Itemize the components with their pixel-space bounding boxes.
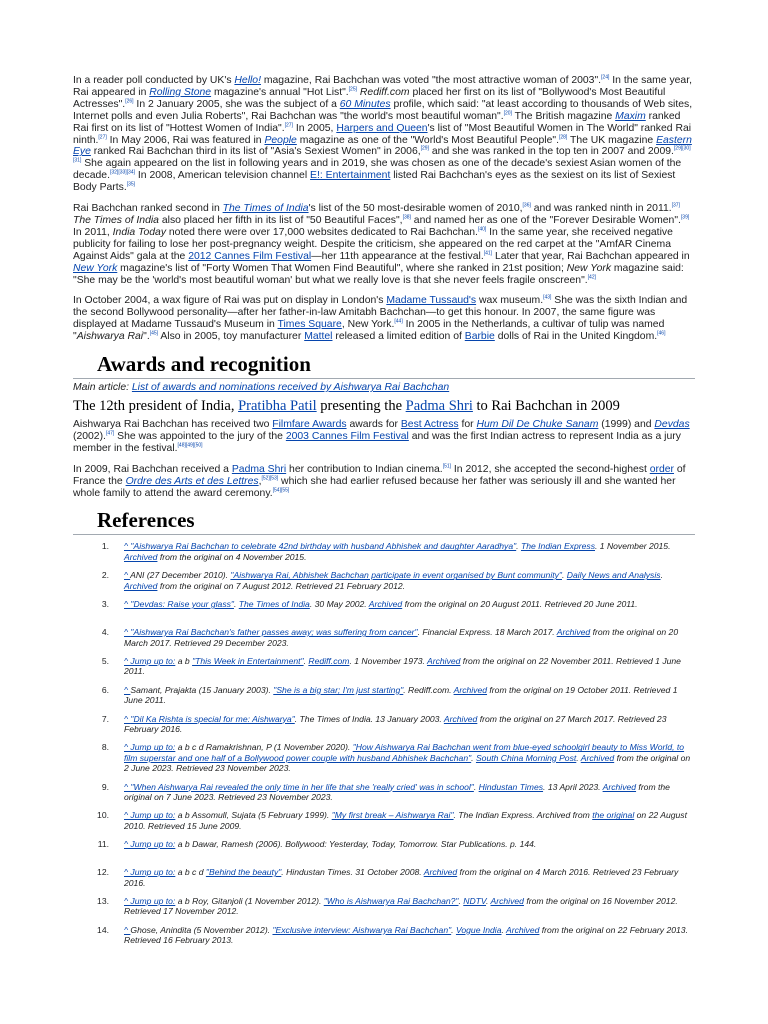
reference-text: [124, 896, 695, 917]
inline-link[interactable]: the original: [592, 810, 635, 821]
paragraph-rankings: [73, 203, 695, 286]
text-run: released a limited edition of: [332, 331, 465, 343]
reference-text: [124, 685, 695, 706]
text-run: Roy, Gitanjoli (1 November 2012).: [192, 896, 324, 906]
text-run: ,: [258, 475, 262, 487]
inline-link[interactable]: Archived: [580, 752, 615, 763]
inline-link[interactable]: "When Aishwarya Rai revealed the only time in her life that she 'really cried' was in school": [130, 781, 474, 792]
citation-link[interactable]: [26]: [125, 98, 134, 105]
citation-link[interactable]: [29]: [420, 145, 429, 152]
inline-link[interactable]: Archived: [505, 924, 540, 935]
text-run: a b: [175, 896, 193, 906]
inline-link[interactable]: ^ Jump up to:: [124, 810, 176, 821]
text-run: In 2 January 2005, she was the subject of a: [133, 98, 340, 110]
text-run: .: [233, 599, 239, 610]
text-run: . 30 May 2002.: [309, 599, 369, 610]
inline-link[interactable]: 2003 Cannes Film Festival: [285, 430, 409, 442]
text-run: magazine's list of "Forty Women That Women Find Beautiful", where she ranked in 21st position;: [117, 262, 567, 274]
citation-link[interactable]: [24]: [601, 74, 610, 81]
text-run: .: [473, 781, 479, 792]
reference-item: [73, 714, 695, 735]
citation-link[interactable]: [32][33][34]: [109, 169, 136, 176]
inline-link[interactable]: South China Morning Post: [475, 752, 577, 763]
text-run: placed her first on its list of "Bollywood's Most Beautiful Actresses".: [73, 86, 666, 110]
inline-link[interactable]: Padma Shri: [405, 398, 473, 415]
text-run: a b c d: [175, 867, 206, 878]
text-run: from the original on 4 March 2016. Retrieved 23 February 2016.: [124, 867, 679, 888]
text-run: from the original on 20 August 2011. Retrieved 20 June 2011.: [402, 599, 638, 610]
text-run: In 2009, Rai Bachchan received a: [73, 463, 232, 475]
inline-link[interactable]: Archived: [423, 867, 458, 878]
inline-link[interactable]: "Dil Ka Rishta is special for me: Aishwarya": [130, 713, 295, 724]
text-run: Rediff.com: [359, 86, 410, 98]
inline-link[interactable]: Hindustan Times: [478, 781, 544, 792]
text-run: In 2008, American television channel: [135, 170, 311, 182]
citation-link[interactable]: [44]: [394, 318, 403, 325]
inline-link[interactable]: Archived: [124, 580, 158, 591]
paragraph-wax-figure: [73, 295, 695, 343]
reference-number: 6.: [101, 684, 109, 695]
citation-link[interactable]: [27]: [284, 122, 293, 129]
reference-number: 3.: [101, 599, 109, 610]
reference-number: 10.: [97, 810, 109, 821]
text-run: Aishwarya Rai Bachchan has received two: [73, 419, 273, 431]
inline-link[interactable]: Times Square: [277, 319, 342, 331]
text-run: presenting the: [316, 398, 406, 415]
inline-link[interactable]: 2012 Cannes Film Festival: [188, 250, 312, 262]
text-run: In October 2004, a wax figure of Rai was put on display in London's: [73, 295, 387, 307]
text-run: also placed her fifth in its list of "50 Beautiful Faces",: [158, 214, 403, 226]
inline-link[interactable]: Eastern Eye: [73, 134, 692, 158]
text-run: on 22 August 2010. Retrieved 15 June 2009.: [124, 810, 687, 831]
text-run: from the original on 19 October 2011. Retrieved 1 June 2011.: [124, 684, 678, 706]
inline-link[interactable]: Maxim: [615, 110, 646, 122]
text-run: Also in 2005, toy manufacturer: [158, 331, 305, 343]
paragraph-padma-shri: [73, 464, 695, 500]
citation-link[interactable]: [39]: [680, 214, 690, 221]
inline-link[interactable]: Devdas: [654, 419, 690, 431]
text-run: of France the: [73, 463, 686, 487]
inline-link[interactable]: Filmfare Awards: [272, 419, 347, 431]
inline-link[interactable]: Best Actress: [400, 419, 459, 431]
citation-link[interactable]: [25]: [348, 86, 358, 93]
inline-link[interactable]: "Behind the beauty": [205, 867, 282, 878]
text-run: and named her as one of the "Forever Desirable Women".: [410, 214, 681, 226]
reference-item: [73, 782, 695, 803]
inline-link[interactable]: Mattel: [304, 331, 333, 343]
inline-link[interactable]: ^: [124, 924, 131, 935]
text-run: Samant, Prajakta (15 January 2003).: [130, 684, 274, 695]
inline-link[interactable]: ^: [124, 627, 131, 638]
reference-item: [73, 627, 695, 648]
text-run: and was the first Indian actress to represent India as a jury member in the festival.: [73, 430, 681, 454]
text-run: from the original on 2 June 2023. Retrieved 23 November 2023.: [124, 752, 691, 774]
text-run: . 13 April 2023.: [543, 781, 603, 792]
inline-link[interactable]: Vogue India: [455, 924, 502, 935]
text-run: In May 2006, Rai was featured in: [106, 134, 265, 146]
text-run: .: [516, 541, 521, 552]
text-run: to Rai Bachchan in 2009: [472, 398, 620, 415]
paragraph-filmfare: [73, 419, 695, 455]
text-run: . The Indian Express. Archived from: [453, 810, 593, 821]
inline-link[interactable]: The Indian Express: [520, 541, 595, 552]
text-run: Dawar, Ramesh (2006). Bollywood: Yesterday, Today, Tomorrow. Star Publications. p. 144.: [192, 839, 537, 850]
reference-number: 7.: [101, 713, 109, 724]
text-run: , New York.: [341, 319, 395, 331]
text-run: profile, which said: "at least according to thousands of Web sites, Internet polls and even Julia Roberts", Rai Bachchan was "the world's most beautiful woman".: [73, 98, 693, 122]
text-run: from the original on 7 June 2023. Retrieved 23 November 2023.: [124, 781, 670, 802]
awards-list-link[interactable]: List of awards and nominations received by Aishwarya Rai Bachchan: [131, 382, 450, 394]
inline-link[interactable]: Archived: [426, 655, 461, 666]
inline-link[interactable]: Padma Shri: [231, 463, 287, 475]
citation-link[interactable]: [46]: [657, 330, 666, 337]
reference-number: 2.: [101, 570, 109, 581]
text-run: (1999) and: [598, 419, 655, 431]
text-run: The 12th president of India,: [73, 398, 239, 415]
reference-text: [124, 782, 695, 803]
inline-link[interactable]: Archived: [556, 627, 591, 638]
text-run: . The Times of India. 13 January 2003.: [294, 713, 444, 724]
text-run: .: [471, 752, 476, 763]
reference-text: [124, 867, 695, 888]
text-run: .: [501, 924, 506, 935]
paragraph-reader-polls: [73, 75, 695, 194]
text-run: .: [486, 896, 491, 906]
reference-text: [124, 810, 695, 831]
text-run: In the same year, she received negative publicity for failing to lose her post-pregnancy weight. Despite the criticism, she appeared on the red carpet at the "AmfAR Cinema Against Aids" gala at the: [73, 226, 673, 262]
text-run: She again appeared on the list in following years and in 2019, she was chosen as one of the decade's sexiest Asian women of the decade.: [73, 158, 682, 182]
text-run: a b: [175, 839, 193, 850]
citation-link[interactable]: [42]: [587, 274, 596, 281]
awards-heading: Awards and recognition: [73, 352, 695, 379]
text-run: The Times of India: [73, 214, 159, 226]
citation-link[interactable]: [20]: [503, 110, 512, 117]
inline-link[interactable]: Daily News and Analysis: [566, 570, 661, 581]
text-run: and was ranked ninth in 2011.: [530, 203, 672, 215]
inline-link[interactable]: "Exclusive interview: Aishwarya Rai Bachchan": [272, 924, 452, 935]
inline-link[interactable]: "Aishwarya Rai Bachchan to celebrate 42nd birthday with husband Abhishek and daughter Aaradhya": [130, 541, 517, 552]
references-list: [73, 541, 695, 945]
inline-link[interactable]: ^ Jump up to:: [124, 896, 176, 906]
text-run: Assomull, Sujata (5 February 1999).: [191, 810, 332, 821]
text-run: In 2012, she accepted the second-highest: [451, 463, 650, 475]
inline-link[interactable]: Archived: [368, 599, 403, 610]
citation-link[interactable]: [28]: [558, 134, 568, 141]
reference-number: 9.: [101, 781, 109, 792]
text-run: from the original on 7 August 2012. Retrieved 21 February 2012.: [157, 580, 406, 591]
reference-text: [124, 541, 695, 562]
inline-link[interactable]: Archived: [443, 713, 478, 724]
text-run: wax museum.: [476, 295, 544, 307]
reference-text: [124, 839, 695, 849]
text-run: ranked Rai first on its list of "Hottest Women of India".: [73, 110, 681, 134]
inline-link[interactable]: ^: [124, 713, 131, 724]
text-run: for: [458, 419, 477, 431]
inline-link[interactable]: Hello!: [234, 75, 261, 86]
inline-link[interactable]: "How Aishwarya Rai Bachchan went from blue-eyed schoolgirl beauty to Miss World, to film superstar and one half of a Bollywood power couple with husband Abhishek Bachchan": [124, 742, 685, 763]
text-run: .: [576, 752, 581, 763]
text-run: magazine, Rai Bachchan was voted "the most attractive woman of 2003".: [260, 75, 602, 86]
text-run: —her 11th appearance at the festival.: [311, 250, 484, 262]
citation-link[interactable]: [40]: [477, 226, 487, 233]
text-run: a b: [175, 810, 192, 821]
inline-link[interactable]: E!: Entertainment: [310, 170, 391, 182]
inline-link[interactable]: Archived: [124, 551, 158, 562]
inline-link[interactable]: Madame Tussaud's: [386, 295, 477, 307]
text-run: from the original on 16 November 2012. Retrieved 17 November 2012.: [124, 896, 678, 917]
reference-text: [124, 714, 695, 735]
inline-link[interactable]: "Aishwarya Rai Bachchan's father passes away; was suffering from cancer": [130, 627, 418, 638]
reference-item: [73, 541, 695, 562]
inline-link[interactable]: Harpers and Queen: [336, 122, 428, 134]
inline-link[interactable]: "Who is Aishwarya Rai Bachchan?": [323, 896, 459, 906]
citation-link[interactable]: [29][30][31]: [73, 145, 691, 164]
inline-link[interactable]: ^: [124, 541, 131, 552]
reference-item: [73, 867, 695, 888]
text-run: from the original on 20 March 2017. Retrieved 29 December 2023.: [124, 627, 679, 648]
text-run: The UK magazine: [567, 134, 657, 146]
text-run: India Today: [112, 226, 167, 238]
inline-link[interactable]: People: [264, 134, 297, 146]
inline-link[interactable]: The Times of India: [238, 599, 310, 610]
text-run: . 1 November 2015.: [595, 541, 671, 552]
text-run: The British magazine: [511, 110, 616, 122]
text-run: awards for: [346, 419, 401, 431]
citation-link[interactable]: [36]: [522, 202, 531, 209]
reference-number: 14.: [97, 924, 109, 935]
text-run: a b c d: [175, 742, 206, 753]
citation-link[interactable]: [52][53]: [261, 475, 279, 482]
inline-link[interactable]: Barbie: [464, 331, 495, 343]
text-run: She was appointed to the jury of the: [114, 430, 286, 442]
inline-link[interactable]: "Devdas: Raise your glass": [130, 599, 234, 610]
inline-link[interactable]: Pratibha Patil: [238, 398, 317, 415]
citation-link[interactable]: [48][49][50]: [177, 442, 203, 449]
inline-link[interactable]: Hum Dil De Chuke Sanam: [476, 419, 599, 431]
text-run: magazine's annual "Hot List".: [211, 86, 349, 98]
text-run: ANI (27 December 2010).: [130, 570, 231, 581]
inline-link[interactable]: Archived: [490, 896, 524, 906]
reference-item: [73, 685, 695, 706]
citation-link[interactable]: [43]: [543, 294, 552, 301]
citation-link[interactable]: [54][55]: [272, 487, 290, 494]
text-run: from the original on 4 November 2015.: [157, 551, 307, 562]
text-run: Ramakrishnan, P (1 November 2020).: [205, 742, 353, 753]
inline-link[interactable]: Archived: [602, 781, 637, 792]
inline-link[interactable]: order: [649, 463, 675, 475]
inline-link[interactable]: ^ Jump up to:: [124, 655, 176, 666]
reference-item: [73, 570, 695, 591]
text-run: magazine said: "She may be the 'world's most beautiful woman' but what we really love is that she never feels fragile onscreen".: [73, 262, 684, 286]
inline-link[interactable]: Ordre des Arts et des Lettres: [125, 475, 259, 487]
text-run: . 1 November 1973.: [349, 655, 427, 666]
text-run: .: [660, 570, 663, 581]
reference-number: 8.: [101, 742, 109, 753]
reference-text: [124, 925, 695, 946]
text-run: In 2005 in the Netherlands, a cultivar of tulip was named ": [73, 319, 665, 343]
reference-item: [73, 896, 695, 917]
text-run: and she was ranked in the top ten in 2007 and 2009.: [428, 146, 674, 158]
citation-link[interactable]: [38]: [402, 214, 411, 221]
inline-link[interactable]: NDTV: [463, 896, 487, 906]
reference-item: [73, 656, 695, 677]
inline-link[interactable]: "My first break – Aishwarya Rai": [331, 810, 454, 821]
citation-link[interactable]: [37]: [671, 202, 680, 209]
reference-text: [124, 570, 695, 591]
image-caption: [73, 397, 695, 415]
reference-number: 4.: [101, 627, 109, 638]
hatnote-prefix: Main article:: [73, 382, 132, 394]
text-run: Later that year, Rai Bachchan appeared in: [492, 250, 690, 262]
text-run: from the original on 22 February 2013. Retrieved 16 February 2013.: [124, 924, 688, 946]
reference-text: [124, 627, 695, 648]
inline-link[interactable]: ^: [124, 781, 131, 792]
article-content: [73, 75, 695, 954]
text-run: which she had earlier refused because her father was seriously ill and she wanted her whole family to attend the award ceremony.: [73, 475, 676, 499]
text-run: . Hindustan Times. 31 October 2008.: [281, 867, 424, 878]
text-run: .: [458, 896, 464, 906]
inline-link[interactable]: ^ Jump up to:: [124, 839, 176, 850]
reference-text: [124, 656, 695, 677]
reference-number: 5.: [101, 655, 109, 666]
text-run: In the same year, Rai appeared in: [73, 75, 692, 98]
inline-link[interactable]: "She is a big star; I'm just starting": [273, 684, 404, 695]
inline-link[interactable]: ^: [124, 684, 131, 695]
text-run: listed Rai Bachchan's eyes as the sexiest on its list of Sexiest Body Parts.: [73, 170, 676, 194]
reference-text: [124, 599, 695, 609]
citation-link[interactable]: [27]: [98, 134, 107, 141]
inline-link[interactable]: Archived: [453, 684, 488, 695]
text-run: Ghose, Anindita (5 November 2012).: [130, 924, 273, 935]
reference-number: 1.: [101, 541, 109, 552]
text-run: (2002).: [73, 430, 106, 442]
text-run: 's list of the 50 most-desirable women of 2010,: [308, 203, 523, 215]
text-run: magazine as one of the "World's Most Beautiful People".: [296, 134, 559, 146]
text-run: New York: [566, 262, 612, 274]
text-run: ranked Rai Bachchan third in its list of "Asia's Sexiest Women" in 2006,: [90, 146, 421, 158]
reference-item: [73, 810, 695, 831]
text-run: In a reader poll conducted by UK's: [73, 75, 235, 86]
text-run: dolls of Rai in the United Kingdom.: [494, 331, 658, 343]
inline-link[interactable]: "This Week in Entertainment": [192, 655, 304, 666]
text-run: ".: [143, 331, 150, 343]
inline-link[interactable]: "Aishwarya Rai, Abhishek Bachchan participate in event organised by Bunt community": [230, 570, 562, 581]
references-heading: References: [73, 508, 695, 535]
reference-number: 12.: [97, 867, 109, 878]
text-run: .: [303, 655, 309, 666]
text-run: 's list of "Most Beautiful Women in The World" ranked Rai ninth.: [73, 122, 692, 146]
citation-link[interactable]: [45]: [149, 330, 159, 337]
inline-link[interactable]: ^ Jump up to:: [124, 742, 176, 753]
inline-link[interactable]: ^ Jump up to:: [124, 867, 176, 878]
text-run: .: [451, 924, 456, 935]
citation-link[interactable]: [35]: [126, 181, 136, 188]
text-run: noted there were over 17,000 websites dedicated to Rai Bachchan.: [166, 226, 478, 238]
text-run: In 2005,: [292, 122, 337, 134]
text-run: . Financial Express. 18 March 2017.: [417, 627, 557, 638]
inline-link[interactable]: 60 Minutes: [339, 98, 391, 110]
inline-link[interactable]: ^: [124, 599, 131, 610]
citation-link[interactable]: [47]: [105, 430, 115, 437]
inline-link[interactable]: New York: [73, 262, 118, 274]
text-run: from the original on 22 November 2011. Retrieved 1 June 2011.: [124, 655, 681, 677]
reference-item: [73, 925, 695, 946]
text-run: . Rediff.com.: [403, 684, 454, 695]
main-article-hatnote: [73, 382, 695, 394]
text-run: In 2011,: [73, 226, 113, 238]
text-run: her contribution to Indian cinema.: [286, 463, 443, 475]
text-run: Aishwarya Rai: [76, 331, 144, 343]
inline-link[interactable]: ^: [124, 570, 131, 581]
reference-item: [73, 599, 695, 619]
reference-item: [73, 742, 695, 773]
reference-number: 13.: [97, 896, 109, 906]
citation-link[interactable]: [41]: [483, 250, 493, 257]
inline-link[interactable]: Rolling Stone: [149, 86, 212, 98]
text-run: .: [562, 570, 567, 581]
text-run: She was the sixth Indian and the second Bollywood personality—after her father-in-law Amitabh Bachchan—to get this honour. In 2007, the same figure was displayed at Madame Tussaud's Museum in: [73, 295, 688, 331]
text-run: from the original on 27 March 2017. Retrieved 23 February 2016.: [124, 713, 667, 734]
inline-link[interactable]: Rediff.com: [308, 655, 350, 666]
text-run: a b: [175, 655, 193, 666]
reference-text: [124, 742, 695, 773]
reference-number: 11.: [97, 839, 109, 850]
citation-link[interactable]: [51]: [442, 463, 452, 470]
reference-item: [73, 839, 695, 859]
text-run: Rai Bachchan ranked second in: [73, 203, 223, 215]
inline-link[interactable]: The Times of India: [222, 203, 309, 215]
